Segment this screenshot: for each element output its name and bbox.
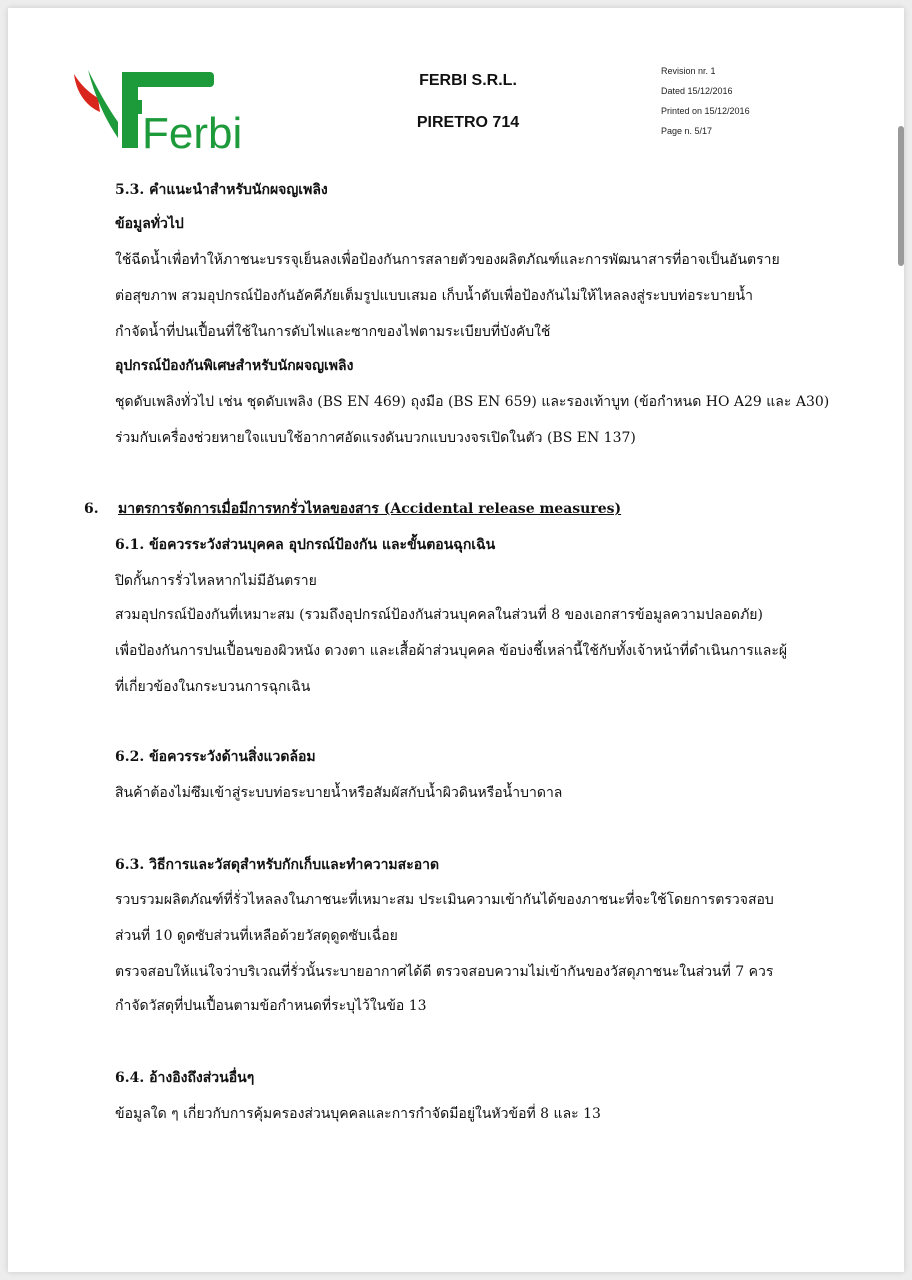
revision-number: Revision nr. 1 xyxy=(661,66,716,76)
section-6-3-line: ตรวจสอบให้แน่ใจว่าบริเวณที่รั่วนั้นระบายอากาศได้ดี ตรวจสอบความไม่เข้ากันของวัสดุภาชนะในส่วนที่ 7 ควร xyxy=(115,964,774,980)
section-6-3-line: ส่วนที่ 10 ดูดซับส่วนที่เหลือด้วยวัสดุดูดซับเฉื่อย xyxy=(115,928,398,944)
company-name: FERBI S.R.L. xyxy=(419,72,517,89)
section-6-1-line: ที่เกี่ยวข้องในกระบวนการฉุกเฉิน xyxy=(115,679,311,695)
section-6-1-heading: 6.1. ข้อควรระวังส่วนบุคคล อุปกรณ์ป้องกัน และขั้นตอนฉุกเฉิน xyxy=(115,537,496,553)
general-info-title: ข้อมูลทั่วไป xyxy=(115,216,184,232)
section-6-2-line: สินค้าต้องไม่ซึมเข้าสู่ระบบท่อระบายน้ำหรือสัมผัสกับน้ำผิวดินหรือน้ำบาดาล xyxy=(115,785,563,801)
logo-f-mid xyxy=(122,100,142,114)
section-6-1-line: ปิดกั้นการรั่วไหลหากไม่มีอันตราย xyxy=(115,573,317,589)
scrollbar-thumb[interactable] xyxy=(898,126,904,266)
dated: Dated 15/12/2016 xyxy=(661,86,733,96)
section-6-title: มาตรการจัดการเมื่อมีการหกรั่วไหลของสาร (Accidental release measures) xyxy=(118,501,622,517)
equipment-line: ชุดดับเพลิงทั่วไป เช่น ชุดดับเพลิง (BS EN 469) ถุงมือ (BS EN 659) และรองเท้าบูท (ข้อกำหนด HO A29 และ A30) xyxy=(115,394,830,410)
section-6-4-line: ข้อมูลใด ๆ เกี่ยวกับการคุ้มครองส่วนบุคคลและการกำจัดมีอยู่ในหัวข้อที่ 8 และ 13 xyxy=(115,1106,601,1122)
section-6-1-line: เพื่อป้องกันการปนเปื้อนของผิวหนัง ดวงตา และเสื้อผ้าส่วนบุคคล ข้อบ่งชี้เหล่านี้ใช้กับทั้งเจ้าหน้าที่ดำเนินการและผู้ xyxy=(115,643,788,659)
logo-f-top xyxy=(122,72,214,87)
section-6-1-line: สวมอุปกรณ์ป้องกันที่เหมาะสม (รวมถึงอุปกรณ์ป้องกันส่วนบุคคลในส่วนที่ 8 ของเอกสารข้อมูลความปลอดภัย) xyxy=(115,607,763,623)
section-6-3-line: กำจัดวัสดุที่ปนเปื้อนตามข้อกำหนดที่ระบุไว้ในข้อ 13 xyxy=(115,998,427,1014)
section-6-number: 6. xyxy=(84,501,99,517)
section-6-heading xyxy=(84,498,621,520)
section-5-3-heading: 5.3. คำแนะนำสำหรับนักผจญเพลิง xyxy=(115,182,328,198)
general-info-line: ใช้ฉีดน้ำเพื่อทำให้ภาชนะบรรจุเย็นลงเพื่อป้องกันการสลายตัวของผลิตภัณฑ์และการพัฒนาสารที่อาจเป็นอันตราย xyxy=(115,252,780,268)
section-6-3-line: รวบรวมผลิตภัณฑ์ที่รั่วไหลลงในภาชนะที่เหมาะสม ประเมินความเข้ากันได้ของภาชนะที่จะใช้โดยการตรวจสอบ xyxy=(115,892,774,908)
equipment-line: ร่วมกับเครื่องช่วยหายใจแบบใช้อากาศอัดแรงดันบวกแบบวงจรเปิดในตัว (BS EN 137) xyxy=(115,430,636,446)
general-info-line: ต่อสุขภาพ สวมอุปกรณ์ป้องกันอัคคีภัยเต็มรูปแบบเสมอ เก็บน้ำดับเพื่อป้องกันไม่ให้ไหลลงสู่ระบบท่อระบายน้ำ xyxy=(115,288,753,304)
section-6-4-heading: 6.4. อ้างอิงถึงส่วนอื่นๆ xyxy=(115,1070,255,1086)
logo-text: Ferbi xyxy=(142,109,243,158)
equipment-title: อุปกรณ์ป้องกันพิเศษสำหรับนักผจญเพลิง xyxy=(115,358,354,374)
ferbi-logo xyxy=(66,60,276,160)
general-info-line: กำจัดน้ำที่ปนเปื้อนที่ใช้ในการดับไฟและซากของไฟตามระเบียบที่บังคับใช้ xyxy=(115,324,551,340)
section-6-3-heading: 6.3. วิธีการและวัสดุสำหรับกักเก็บและทำความสะอาด xyxy=(115,857,440,873)
printed-on: Printed on 15/12/2016 xyxy=(661,106,750,116)
product-name: PIRETRO 714 xyxy=(416,114,520,131)
section-6-2-heading: 6.2. ข้อควรระวังด้านสิ่งแวดล้อม xyxy=(115,749,316,765)
page-number: Page n. 5/17 xyxy=(661,126,713,136)
document-page xyxy=(8,8,904,1272)
